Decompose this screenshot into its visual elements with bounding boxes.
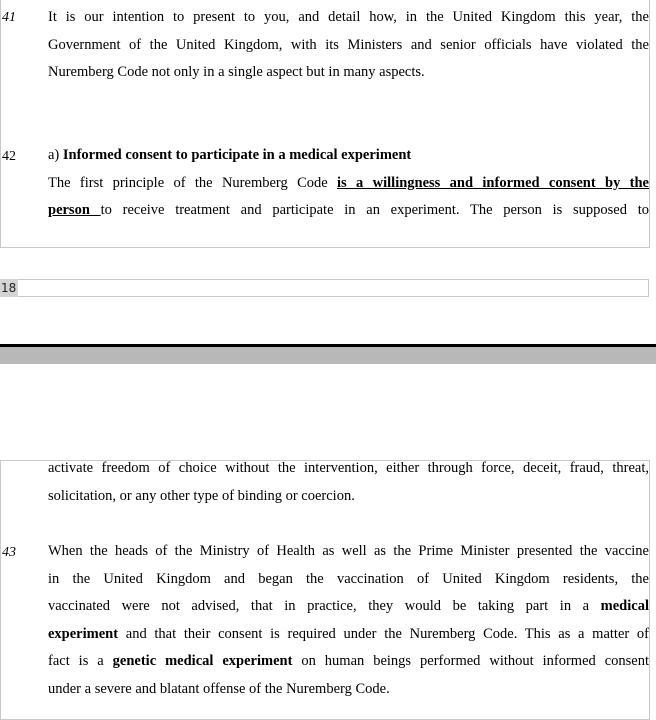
text-line <box>48 593 649 621</box>
text-line: Nuremberg Code not only in a single aspect but in many aspects. <box>48 64 425 80</box>
text-line: under a severe and blatant offense of the Nuremberg Code. <box>48 680 390 697</box>
emphasis-run: person <box>48 202 101 218</box>
text-run: vaccinated were not advised, that in practice, they would be taking part in a <box>48 598 601 614</box>
text-run: The first principle of the Nuremberg Code <box>48 174 338 191</box>
text-line: Government of the United Kingdom, with its Ministers and senior officials have violated the <box>48 36 649 53</box>
page-break-gap <box>0 344 656 364</box>
emphasis-run: medical <box>600 598 649 614</box>
emphasis-run: genetic medical experiment <box>112 653 293 669</box>
emphasis-run: is a willingness and informed consent by the <box>337 174 649 191</box>
text-line <box>48 648 649 676</box>
text-line <box>48 197 649 225</box>
text-line: activate freedom of choice without the intervention, either through force, deceit, fraud, threat, <box>48 460 649 476</box>
text-run: and that their consent is required under the Nuremberg Code. This as a matter of <box>118 625 649 642</box>
text-run: on human beings performed without informed consent <box>292 653 649 669</box>
paragraph-number-42: 42 <box>2 149 16 164</box>
page-number: 18 <box>1 281 17 295</box>
paragraph-number-41: 41 <box>2 10 16 25</box>
emphasis-run: experiment <box>48 625 119 642</box>
heading-prefix: a) <box>48 147 63 163</box>
text-line: When the heads of the Ministry of Health as well as the Prime Minister presented the vaccine <box>48 543 649 559</box>
paragraph-41 <box>48 4 649 87</box>
section-heading <box>48 142 649 170</box>
paragraph-number-43: 43 <box>2 545 16 560</box>
text-run: fact is a <box>48 653 113 669</box>
paragraph-43 <box>48 538 649 703</box>
heading-text: Informed consent to participate in a medical experiment <box>62 147 412 163</box>
text-line <box>48 621 649 649</box>
page-number-frame <box>0 279 649 297</box>
text-line <box>48 170 649 198</box>
text-run: to receive treatment and participate in an experiment. The person is supposed to <box>100 202 649 218</box>
continued-paragraph <box>48 455 649 510</box>
text-line: in the United Kingdom and began the vaccination of United Kingdom residents, the <box>48 570 649 587</box>
text-line: It is our intention to present to you, and detail how, in the United Kingdom this year, the <box>48 9 649 25</box>
paragraph-42 <box>48 142 649 225</box>
text-line: solicitation, or any other type of binding or coercion. <box>48 487 355 504</box>
